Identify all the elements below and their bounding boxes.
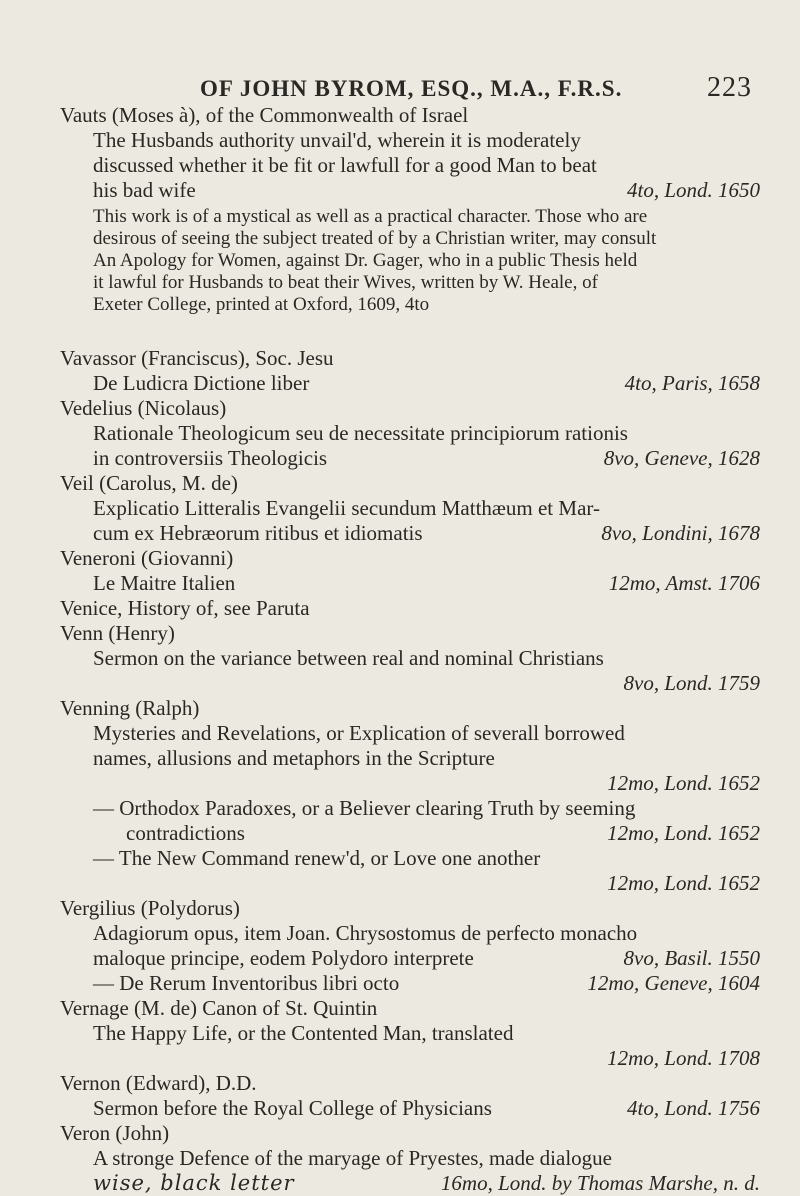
running-head-title: OF JOHN BYROM, ESQ., M.A., F.R.S. xyxy=(200,76,623,101)
entry-head: Vedelius (Nicolaus) xyxy=(60,396,227,420)
entry-line: discussed whether it be fit or lawfull for a good Man to beat xyxy=(93,153,597,177)
page-number: 223 xyxy=(707,72,752,103)
entry-line-with-imprint xyxy=(60,371,760,396)
entry-line-with-imprint xyxy=(60,971,760,996)
note-line: it lawful for Husbands to beat their Wives, written by W. Heale, of xyxy=(93,272,598,293)
entry-line-with-imprint xyxy=(60,821,760,846)
spacer xyxy=(60,316,760,346)
entry-text: contradictions xyxy=(126,821,245,845)
imprint: 4to, Paris, 1658 xyxy=(624,371,760,395)
imprint: 12mo, Lond. 1652 xyxy=(607,821,760,845)
note-line: This work is of a mystical as well as a practical character. Those who are xyxy=(93,206,648,227)
entry-imprint-line xyxy=(60,671,760,696)
entry-line-with-imprint xyxy=(60,521,760,546)
note-line: desirous of seeing the subject treated of by a Christian writer, may consult xyxy=(93,228,657,249)
imprint: 12mo, Geneve, 1604 xyxy=(587,971,760,995)
entry-head: Venice, History of, see Paruta xyxy=(60,596,310,620)
entry-line-with-imprint xyxy=(60,1171,760,1196)
entry-line: The Husbands authority unvail'd, wherein it is moderately xyxy=(93,128,581,152)
entry-text: Sermon before the Royal College of Physicians xyxy=(93,1096,492,1120)
entry-head: Vergilius (Polydorus) xyxy=(60,896,240,920)
entry-head: Venning (Ralph) xyxy=(60,696,200,720)
entry-text: De Ludicra Dictione liber xyxy=(93,371,310,395)
note-line: Exeter College, printed at Oxford, 1609, 4to xyxy=(93,294,430,315)
entry-imprint-line xyxy=(60,1046,760,1071)
imprint: 12mo, Lond. 1652 xyxy=(607,771,760,795)
entry-head: Vernon (Edward), D.D. xyxy=(60,1071,257,1095)
entry-head: Vernage (M. de) Canon of St. Quintin xyxy=(60,996,378,1020)
entry-line: — The New Command renew'd, or Love one another xyxy=(93,846,541,870)
entry-line: Mysteries and Revelations, or Explication of severall borrowed xyxy=(93,721,625,745)
note-line: An Apology for Women, against Dr. Gager, who in a public Thesis held xyxy=(93,250,638,271)
entry-line: The Happy Life, or the Contented Man, translated xyxy=(93,1021,514,1045)
imprint: 8vo, Basil. 1550 xyxy=(623,946,760,970)
imprint: 16mo, Lond. by Thomas Marshe, n. d. xyxy=(440,1171,760,1195)
entry-head: Vavassor (Franciscus), Soc. Jesu xyxy=(60,346,334,370)
imprint: 4to, Lond. 1756 xyxy=(626,1096,760,1120)
imprint: 12mo, Lond. 1708 xyxy=(607,1046,760,1070)
entry-text: cum ex Hebræorum ritibus et idiomatis xyxy=(93,521,423,545)
running-head xyxy=(200,72,760,103)
entry-text: wise, black letter xyxy=(93,1171,295,1195)
imprint: 8vo, Geneve, 1628 xyxy=(603,446,760,470)
imprint: 8vo, Londini, 1678 xyxy=(601,521,760,545)
imprint: 12mo, Lond. 1652 xyxy=(607,871,760,895)
entry-line: A stronge Defence of the maryage of Pryestes, made dialogue xyxy=(93,1146,612,1170)
entry-text: his bad wife xyxy=(93,178,196,202)
entry-head: Veil (Carolus, M. de) xyxy=(60,471,238,495)
entry-line-with-imprint xyxy=(60,946,760,971)
entry-head: Veneroni (Giovanni) xyxy=(60,546,234,570)
entry-line: Adagiorum opus, item Joan. Chrysostomus de perfecto monacho xyxy=(93,921,638,945)
entry-line: Rationale Theologicum seu de necessitate principiorum rationis xyxy=(93,421,628,445)
entry-line-with-imprint xyxy=(60,178,760,203)
entry-note xyxy=(60,206,760,316)
entry-line: Sermon on the variance between real and nominal Christians xyxy=(93,646,604,670)
imprint: 8vo, Lond. 1759 xyxy=(623,671,760,695)
entry-head: Venn (Henry) xyxy=(60,621,175,645)
entry-imprint-line xyxy=(60,871,760,896)
entry-line: Explicatio Litteralis Evangelii secundum Matthæum et Mar- xyxy=(93,496,600,520)
entry-text: in controversiis Theologicis xyxy=(93,446,328,470)
entry-text: — De Rerum Inventoribus libri octo xyxy=(93,971,400,995)
imprint: 12mo, Amst. 1706 xyxy=(608,571,760,595)
catalogue-body xyxy=(60,103,760,1196)
entry-text: Le Maitre Italien xyxy=(93,571,236,595)
entry-head: Vauts (Moses à), of the Commonwealth of Israel xyxy=(60,103,469,127)
entry-line: — Orthodox Paradoxes, or a Believer clearing Truth by seeming xyxy=(93,796,636,820)
entry-line-with-imprint xyxy=(60,571,760,596)
entry-line-with-imprint xyxy=(60,1096,760,1121)
imprint: 4to, Lond. 1650 xyxy=(626,178,760,202)
entry-imprint-line xyxy=(60,771,760,796)
entry-head: Veron (John) xyxy=(60,1121,170,1145)
entry-line: names, allusions and metaphors in the Scripture xyxy=(93,746,495,770)
entry-line-with-imprint xyxy=(60,446,760,471)
entry-text: maloque principe, eodem Polydoro interprete xyxy=(93,946,474,970)
